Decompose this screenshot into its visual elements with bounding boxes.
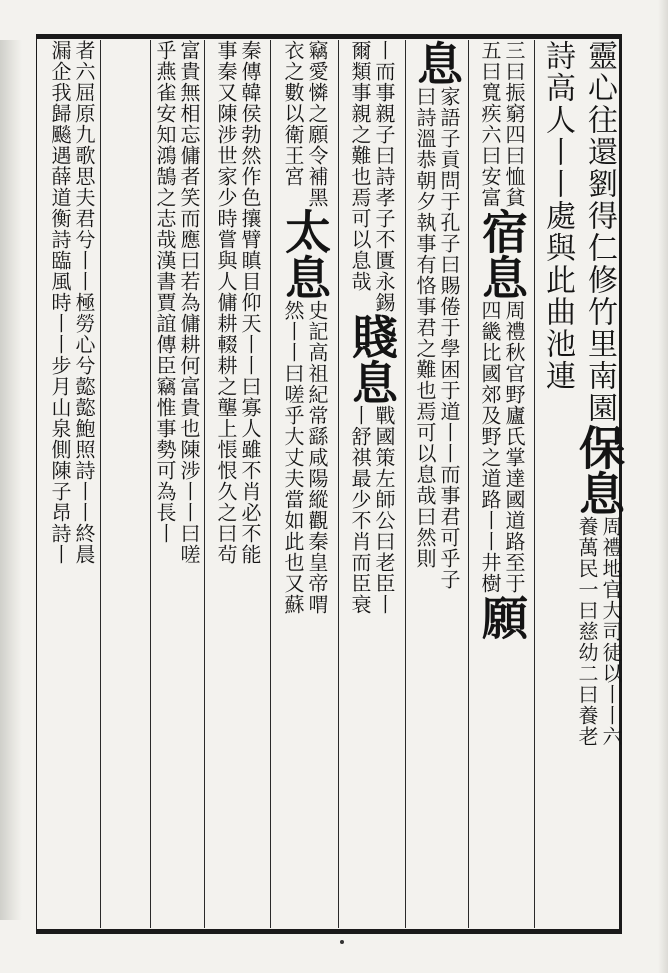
text-column-7 — [206, 40, 270, 928]
text-column-4 — [406, 40, 468, 928]
commentary — [349, 40, 395, 313]
column-rule — [468, 40, 469, 928]
headword: 保息 — [572, 424, 626, 516]
commentary — [49, 40, 95, 565]
page-edge-left — [0, 40, 22, 920]
headword: 息 — [410, 40, 464, 86]
commentary — [154, 40, 200, 565]
text-column-9 — [44, 40, 100, 928]
main-text: 靈心往還劉得仁修竹里南園 — [582, 40, 617, 424]
commentary-line: 事秦又陳涉世家少時嘗與人傭耕輟耕之壟上悵恨久之曰茍 — [214, 40, 238, 565]
commentary — [576, 516, 622, 747]
column-rule — [204, 40, 205, 928]
text-column-6 — [272, 40, 338, 928]
text-column-3 — [470, 40, 534, 928]
commentary-line: 衣之數以衛王宮 — [281, 40, 305, 187]
commentary-line: 乎燕雀安知鴻鵠之志哉漢書賈誼傳臣竊惟事勢可為長丨 — [153, 40, 177, 544]
headword: 宿息 — [475, 208, 529, 300]
commentary — [215, 40, 261, 565]
commentary-line: 三曰振窮四曰恤貧 — [502, 40, 526, 208]
column-rule — [338, 40, 339, 928]
commentary-line: 養萬民一曰慈幼二曰養老 — [575, 516, 599, 747]
headword: 太息 — [278, 208, 332, 300]
commentary — [479, 300, 525, 594]
commentary-line: 史記高祖紀常繇咸陽縱觀秦皇帝喟 — [305, 300, 329, 615]
commentary-line: 秦傳韓侯勃然作色攘臂瞋目仰天丨丨曰寡人雖不肖必不能 — [238, 40, 262, 565]
text-column-8 — [150, 40, 204, 928]
commentary-line: 周禮地官大司徒以丨丨六 — [599, 516, 623, 747]
ink-dot — [340, 940, 344, 944]
main-text: 詩高人丨丨處與此曲池連 — [540, 40, 575, 392]
commentary-line: 者六屈原九歌思夫君兮丨丨極勞心兮㦤㦤鮑照詩丨丨終晨 — [72, 40, 96, 565]
commentary-line: 曰詩溫恭朝夕執事有恪事君之難也焉可以息哉曰然則 — [413, 86, 437, 569]
commentary-line: 四畿比國郊及野之道路丨丨井樹 — [478, 300, 502, 594]
commentary — [282, 40, 328, 208]
commentary-line: 五曰寬疾六曰安富 — [478, 40, 502, 208]
commentary-line: 戰國策左師公曰老臣丨 — [372, 405, 396, 615]
commentary-line: 然丨丨曰嗟乎大丈夫當如此也又蘇 — [281, 300, 305, 615]
commentary-line: 竊愛憐之願令補黑 — [305, 40, 329, 208]
commentary-line: 丨而事親子曰詩孝子不匱永錫 — [372, 40, 396, 313]
commentary-line: 富貴無相忘傭者笑而應曰若為傭耕何富貴也陳涉丨丨曰嗟 — [177, 40, 201, 565]
commentary — [479, 40, 525, 208]
text-column-5 — [340, 40, 404, 928]
commentary-line: 家語子貢問于孔子曰賜倦于學困于道丨丨而事君可乎子 — [437, 86, 461, 590]
headword: 賤息 — [345, 313, 399, 405]
commentary-line: 丨舒祺最少不肖而臣衰 — [348, 405, 372, 615]
column-rule — [270, 40, 271, 928]
commentary-line: 漏企我歸飈遇薛道衡詩臨風時丨丨步月山泉側陳子昂詩丨 — [48, 40, 72, 565]
headword: 願 — [475, 594, 529, 640]
column-rule — [534, 40, 535, 928]
text-column-2 — [536, 40, 578, 928]
commentary — [414, 86, 460, 590]
text-column-1 — [572, 40, 626, 928]
page-edge-right — [658, 0, 668, 973]
commentary-line: 周禮秋官野廬氏掌達國道路至于 — [502, 300, 526, 594]
commentary-line: 爾類事親之難也焉可以息哉 — [348, 40, 372, 292]
column-rule — [100, 40, 101, 928]
commentary — [349, 405, 395, 615]
commentary — [282, 300, 328, 615]
